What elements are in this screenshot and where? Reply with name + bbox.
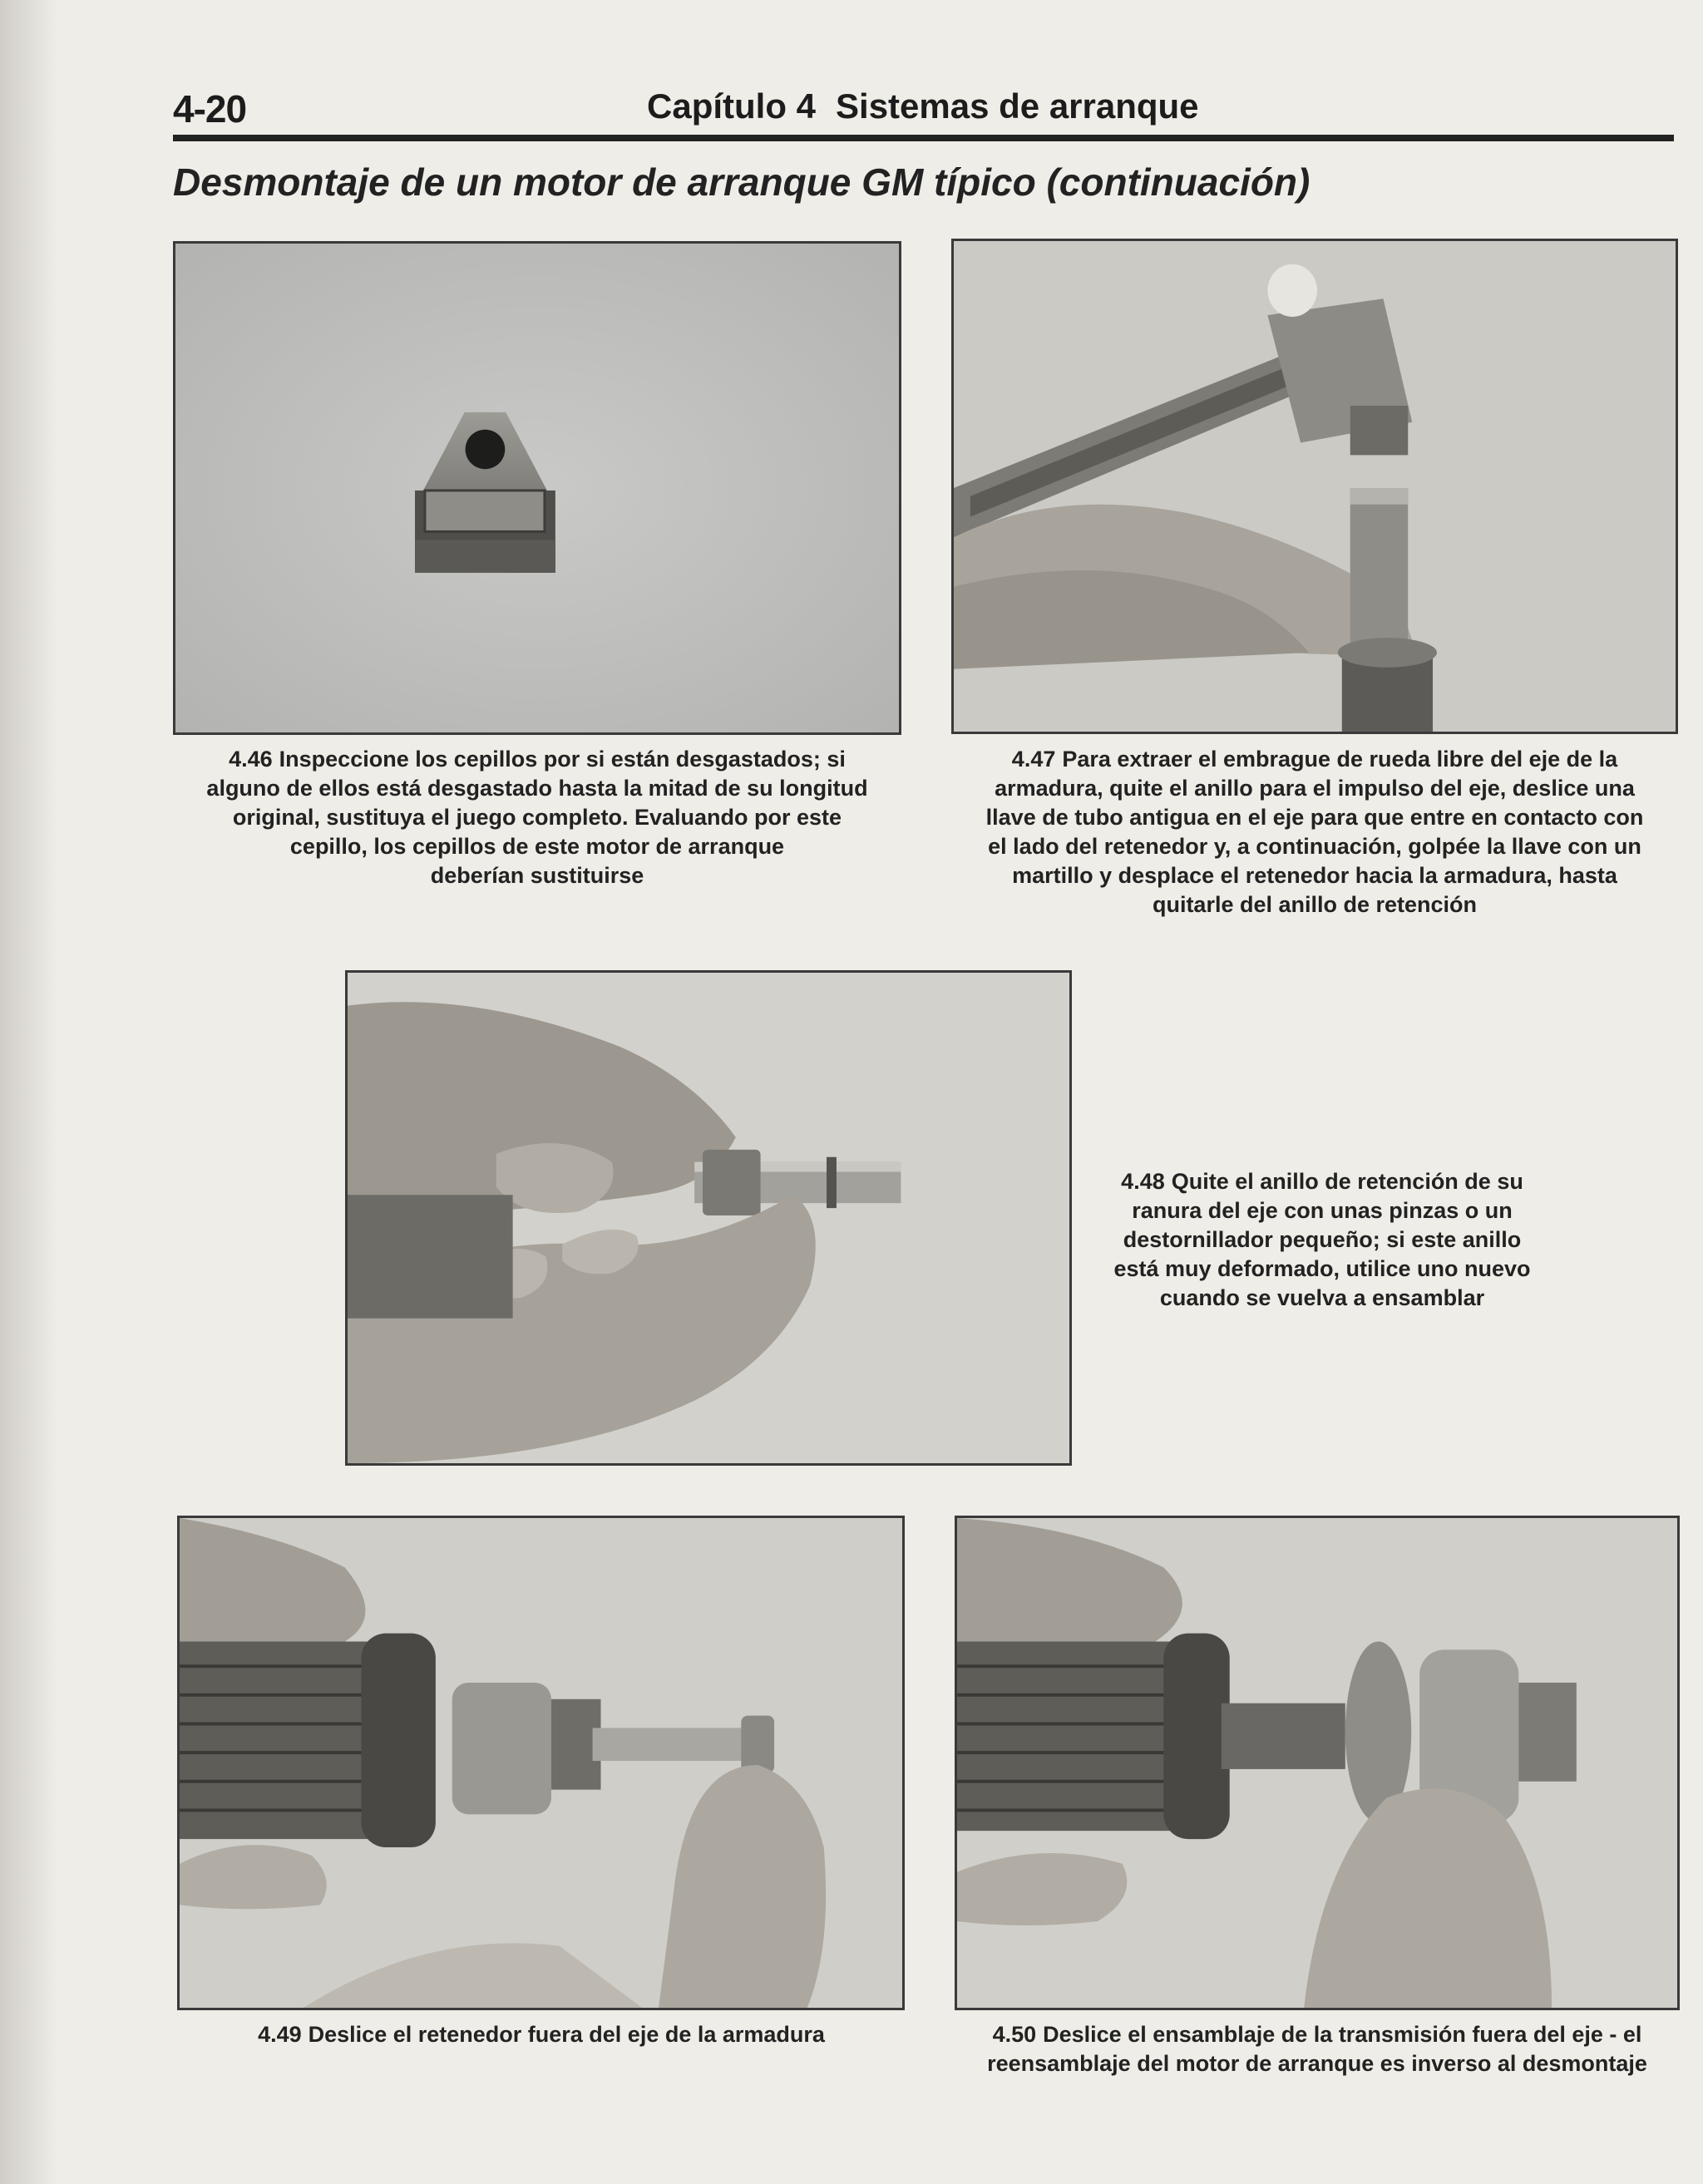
drive-assembly-photo-illustration [957,1518,1677,2008]
figure-number: 4.48 [1121,1169,1165,1194]
caption-line: cepillo, los cepillos de este motor de arranque [289,834,785,859]
caption-line: armadura, quite el anillo para el impulso del eje, deslice una [995,776,1635,801]
caption-line: ranura del eje con unas pinzas o un [1132,1198,1513,1223]
caption-line: martillo y desplace el retenedor hacia la armadura, hasta [1012,863,1617,888]
caption-line: Quite el anillo de retención de su [1171,1169,1523,1194]
figure-4-49-photo [177,1516,905,2010]
caption-line: Deslice el ensamblaje de la transmisión fuera del eje - el [1043,2022,1642,2047]
caption-line: quitarle del anillo de retención [1152,892,1478,917]
figure-4-47-photo [951,239,1678,734]
caption-line: alguno de ellos está desgastado hasta la mitad de su longitud [206,776,868,801]
chapter-title: Sistemas de arranque [836,86,1199,126]
caption-4-47 [944,745,1686,919]
caption-line: está muy deformado, utilice uno nuevo [1113,1256,1531,1281]
section-title: Desmontaje de un motor de arranque GM típico (continuación) [173,160,1311,204]
caption-line: Para extraer el embrague de rueda libre del eje de la [1062,747,1618,772]
hammer-socket-photo-illustration [954,241,1676,732]
caption-line: deberían sustituirse [430,863,644,888]
caption-line: el lado del retenedor y, a continuación, golpée la llave con un [988,834,1641,859]
caption-4-49 [170,2020,912,2049]
armature-retainer-photo-illustration [180,1518,902,2008]
figure-number: 4.49 [258,2022,302,2047]
figure-number: 4.46 [229,747,273,772]
header-rule [173,135,1674,141]
chapter-label: Capítulo 4 [647,86,817,126]
caption-line: Inspeccione los cepillos por si están desgastados; si [279,747,846,772]
caption-line: original, sustituya el juego completo. Evaluando por este [232,805,842,830]
figure-number: 4.50 [992,2022,1037,2047]
caption-line: reensamblaje del motor de arranque es inverso al desmontaje [987,2051,1647,2076]
chapter-heading [647,86,1199,126]
figure-number: 4.47 [1011,747,1056,772]
page-binding-shadow [0,0,58,2184]
caption-4-46 [166,745,908,890]
caption-line: llave de tubo antigua en el eje para que entre en contacto con [985,805,1644,830]
figure-4-48-photo [345,970,1072,1466]
brush-photo-illustration [175,244,899,732]
caption-4-50 [946,2020,1688,2078]
retaining-ring-photo-illustration [348,973,1069,1463]
caption-line: cuando se vuelva a ensamblar [1159,1285,1485,1310]
page-number: 4-20 [173,87,247,131]
figure-4-46-photo [173,241,901,735]
figure-4-50-photo [955,1516,1680,2010]
caption-line: Deslice el retenedor fuera del eje de la armadura [308,2022,825,2047]
caption-line: destornillador pequeño; si este anillo [1123,1227,1522,1252]
page-header [173,83,1674,135]
caption-4-48 [1085,1167,1559,1313]
